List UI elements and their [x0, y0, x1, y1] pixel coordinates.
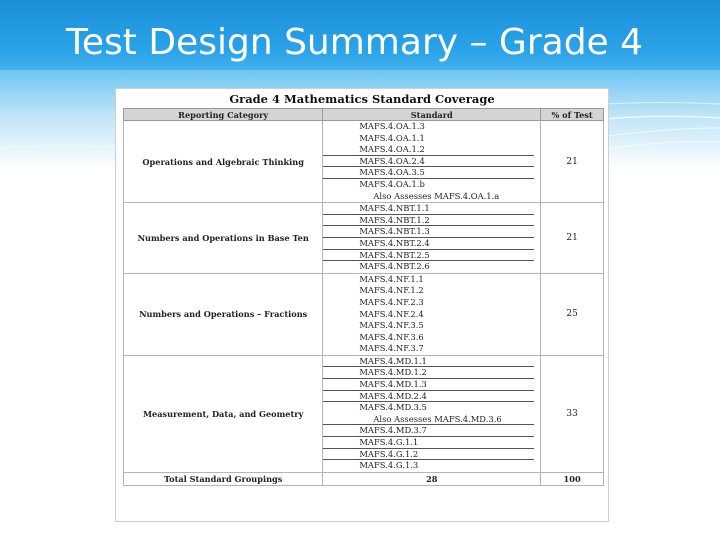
standard-code: MAFS.4.OA.1.3 [359, 121, 425, 131]
standard-code: MAFS.4.NBT.1.2 [323, 215, 534, 227]
standard-code: MAFS.4.OA.2.4 [323, 156, 534, 168]
standard-code: MAFS.4.NBT.2.5 [323, 250, 534, 262]
standard-code: MAFS.4.NBT.2.4 [323, 238, 534, 250]
document-title: Grade 4 Mathematics Standard Coverage [229, 92, 495, 106]
reporting-category: Numbers and Operations in Base Ten [124, 203, 323, 274]
total-percent: 100 [541, 472, 604, 485]
table-row [124, 121, 604, 203]
standards-cell [323, 273, 541, 355]
standard-code: MAFS.4.MD.3.7 [323, 425, 534, 437]
table-row [124, 203, 604, 274]
standard-code: MAFS.4.MD.1.1 [323, 356, 534, 368]
slide-title: Test Design Summary – Grade 4 [66, 22, 644, 63]
standards-cell [323, 355, 541, 472]
percent-of-test: 33 [541, 355, 604, 472]
standard-code: MAFS.4.NBT.1.3 [323, 226, 534, 238]
table-row [124, 355, 604, 472]
standard-code: MAFS.4.G.1.2 [323, 449, 534, 461]
reporting-category: Numbers and Operations – Fractions [124, 273, 323, 355]
standard-code: MAFS.4.OA.1.1 [359, 132, 425, 143]
column-header: Reporting Category [124, 109, 323, 121]
standard-code: MAFS.4.NF.3.5 [359, 320, 424, 331]
standard-code: MAFS.4.G.1.1 [323, 437, 534, 449]
standard-code: MAFS.4.MD.1.3 [323, 379, 534, 391]
standard-code: MAFS.4.OA.3.5 [323, 167, 534, 179]
percent-of-test: 21 [541, 203, 604, 274]
standard-code: MAFS.4.NF.2.4 [359, 308, 424, 319]
standard-code: MAFS.4.NF.1.1 [359, 273, 424, 284]
standards-cell [323, 121, 541, 203]
standards-cell [323, 203, 541, 274]
standard-code: MAFS.4.NBT.2.6 [359, 261, 430, 272]
also-assesses-note: Also Assesses MAFS.4.OA.1.a [373, 190, 500, 201]
table-row [124, 273, 604, 355]
standard-code: MAFS.4.MD.1.2 [323, 367, 534, 379]
standard-code: MAFS.4.MD.2.4 [323, 391, 534, 403]
standard-code: MAFS.4.NF.2.3 [359, 296, 424, 307]
reporting-category: Operations and Algebraic Thinking [124, 121, 323, 203]
percent-of-test: 25 [541, 273, 604, 355]
table-header-row [124, 109, 604, 121]
reporting-category: Measurement, Data, and Geometry [124, 355, 323, 472]
coverage-table [123, 108, 604, 486]
column-header: % of Test [541, 109, 604, 121]
standard-code: MAFS.4.NF.3.7 [359, 343, 424, 354]
also-assesses-note: Also Assesses MAFS.4.MD.3.6 [323, 414, 534, 426]
total-row [124, 472, 604, 485]
total-label: Total Standard Groupings [124, 472, 323, 485]
percent-of-test: 21 [541, 121, 604, 203]
standard-code: MAFS.4.MD.3.5 [359, 402, 427, 413]
standard-code: MAFS.4.OA.1.2 [323, 144, 534, 156]
standard-code: MAFS.4.NF.3.6 [359, 331, 424, 342]
standard-code: MAFS.4.NBT.1.1 [323, 203, 534, 215]
column-header: Standard [323, 109, 541, 121]
table-body [124, 121, 604, 473]
standard-code: MAFS.4.OA.1.b [359, 178, 425, 189]
standard-code: MAFS.4.NF.1.2 [359, 285, 424, 296]
coverage-document [115, 88, 609, 522]
total-standards: 28 [323, 472, 541, 485]
standard-code: MAFS.4.G.1.3 [359, 460, 419, 471]
